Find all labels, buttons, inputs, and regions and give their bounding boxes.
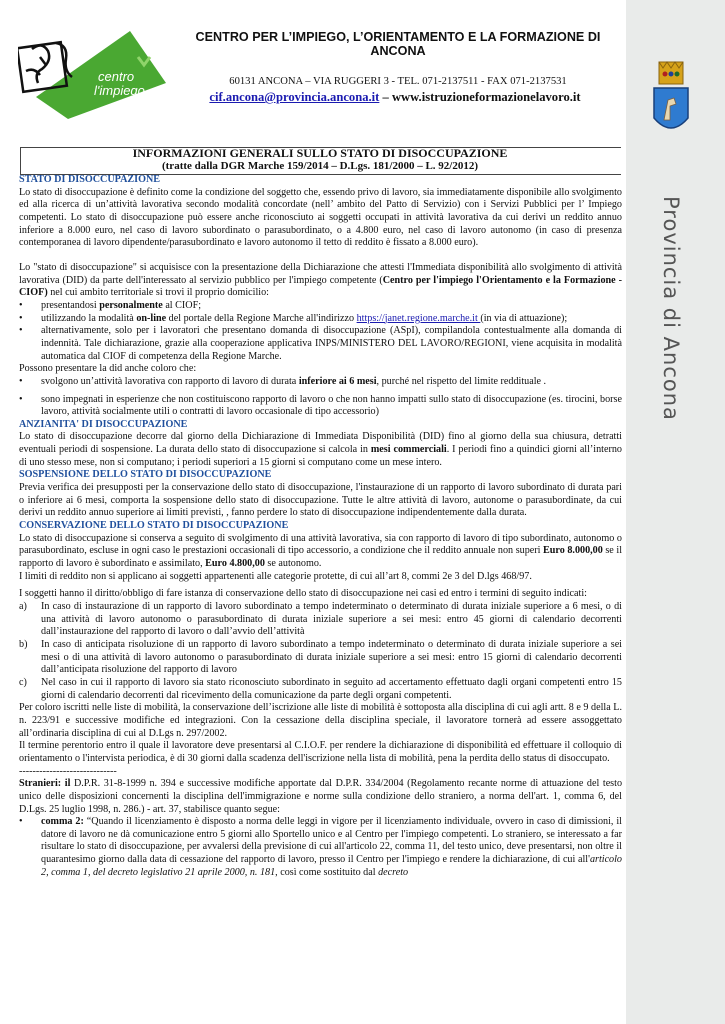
section-heading: STATO DI DISOCCUPAZIONE bbox=[19, 174, 161, 185]
paragraph: Lo stato di disoccupazione decorre dal giorno della Dichiarazione di Immediata Disponibilità (DID) fino al giorno della sua chiusura, detratti eventuali periodi di sospensione. La durata dello stato di disoccupazione si calcola in mesi commerciali. I periodi fino a quindici giorni all’interno di uno stesso mese, non si computano; i periodi superiori a 15 giorni si computano come un mese intero. bbox=[19, 431, 622, 468]
list-item: • comma 2: “Quando il licenziamento è disposto a norma delle leggi in vigore per il licenziamento individuale, ovvero in caso di dimissioni, il datore di lavoro ne dà comunicazione entro 5 giorni allo Sportello unico e al Centro per l'impiego competenti. Lo straniero, se interessato a far risultare lo stato di disoccupazione, per avvalersi della previsione di cui all'articolo 22, comma 11, del testo unico, deve presentarsi, non oltre il quarantesimo giorno dalla data di cessazione del rapporto di lavoro, presso il Centro per l'impiego e rendere la dichiarazione, di cui all'articolo 2, comma 1, del decreto legislativo 21 aprile 2000, n. 181, così come sostituito dal decreto bbox=[19, 816, 622, 879]
lettered-list bbox=[19, 601, 622, 702]
list-item: • alternativamente, solo per i lavoratori che presentano domanda di disoccupazione (ASpI), compilandola contestualmente alla domanda di indennità. Tale dichiarazione, grazie alla cooperazione applicativa INPS/MINISTERO DEL LAVORO/REGIONI, viene acquisita in modalità automatica dal CIOF di competenza della Regione Marche. bbox=[19, 325, 622, 363]
section-heading: ANZIANITA' DI DISOCCUPAZIONE bbox=[19, 418, 188, 430]
bullet-list bbox=[19, 816, 622, 879]
bullet-list bbox=[19, 376, 622, 419]
office-address: 60131 ANCONA – VIA RUGGERI 3 - TEL. 071-2137511 - FAX 071-2137531 bbox=[229, 76, 567, 87]
svg-text:l'impiego: l'impiego bbox=[94, 83, 145, 98]
list-item: b) In caso di anticipata risoluzione di un rapporto di lavoro subordinato a tempo indeterminato o determinato di durata iniziale superiore a sei mesi o di una attività di lavoro autonomo o parasubordinato di durata iniziale superiore a sei mesi: entro 15 giorni di calendario decorrenti dall’anticipata risoluzione del rapporto di lavoro bbox=[19, 638, 622, 676]
paragraph: Possono presentare la did anche coloro che: bbox=[19, 363, 197, 375]
list-item: a) In caso di instaurazione di un rapporto di lavoro subordinato a tempo indeterminato o determinato di durata iniziale superiore a 6 mesi, o di una attività di lavoro autonomo o parasubordinato di durata iniziale superiore a sei mesi: entro 45 giorni di calendario decorrenti dall’instaurazione del rapporto di lavoro o dall’avvio dell’attività bbox=[19, 601, 622, 638]
divider-line: ----------------------------- bbox=[19, 765, 117, 777]
sidebar-band bbox=[626, 0, 725, 1024]
crest-icon bbox=[648, 60, 694, 140]
paragraph: Previa verifica dei presupposti per la conservazione dello stato di disoccupazione, l'instaurazione di un rapporto di lavoro subordinato di durata pari o inferiore ai 6 mesi, comporta la sospensione dello stato di disoccupazione. Tutte le altre attività di lavoro, autonome o parasubordinate, da cui derivi un reddito annuo superiore ai limiti previsti, , fanno perdere lo stato di disoccupazione indipendentemente dalla durata. bbox=[19, 482, 622, 519]
section-heading: SOSPENSIONE DELLO STATO DI DISOCCUPAZIONE bbox=[19, 469, 272, 481]
paragraph: Il termine perentorio entro il quale il lavoratore deve presentarsi al C.I.O.F. per rendere la dichiarazione di disponibilità ed effettuare il colloquio di orientamento o l'intervista periodica, è di 30 giorni dalla scadenza dell'iscrizione nella lista di mobilità, pena la perdita dello status di disoccupato. bbox=[19, 740, 622, 764]
paragraph: Lo stato di disoccupazione è definito come la condizione del soggetto che, essendo privo di lavoro, sia immediatamente disponibile allo svolgimento ed alla ricerca di un’attività lavorativa secondo modalità concordate (nell’ ambito del Patto di Servizio) con i Servizi Pubblici per l’ Impiego competenti. Lo stato di disoccupazione può essere anche riconosciuto ai soggetti occupati in attività lavorativa da cui derivi un reddito annuo inferiore a 8.000 euro, nel caso di lavoro subordinato o parasubordinato, o a 4.800 euro, nel caso di lavoro autonomo (in caso di presenza contemporanea di lavoro dipendente/parasubordinato e lavoro autonomo il tetto di reddito è fissato a 8.000 euro). bbox=[19, 186, 622, 249]
paragraph: Lo "stato di disoccupazione" si acquisisce con la presentazione della Dichiarazione che attesti l'Immediata disponibilità allo svolgimento di attività lavorativa (DID) da parte dell'interessato al servizio pubblico per l'impiego competente (Centro per l'impiego l'Orientamento e la Formazione - CIOF) nel cui ambito territoriale si trovi il proprio domicilio: bbox=[19, 261, 622, 299]
janet-link[interactable]: https://janet.regione.marche.it bbox=[356, 312, 481, 324]
paragraph: I soggetti hanno il diritto/obbligo di fare istanza di conservazione dello stato di disoccupazione nei casi ed entro i termini di seguito indicati: bbox=[19, 588, 587, 600]
paragraph: Lo stato di disoccupazione si conserva a seguito di svolgimento di una attività lavorativa, sia con rapporto di lavoro di tipo subordinato, autonomo o parasubordinato, escluse in ogni caso le prestazioni occasionali di tipo accessorio, a condizione che il reddito annuale non superi Euro 8.000,00 se il rapporto di lavoro è subordinato e assimilato, Euro 4.800,00 se autonomo. bbox=[19, 532, 623, 570]
doc-subtitle: (tratte dalla DGR Marche 159/2014 – D.Lgs. 181/2000 – L. 92/2012) bbox=[161, 160, 479, 172]
list-item: c) Nel caso in cui il rapporto di lavoro sia stato riconosciuto subordinato in seguito ad accertamento effettuato dagli organi competenti entro 15 giorni di calendario decorrenti dal ricevimento della comunicazione da parte degli organi competenti. bbox=[19, 676, 622, 701]
list-item: • presentandosi personalmente al CIOF; bbox=[19, 300, 622, 313]
list-item: • svolgono un’attività lavorativa con rapporto di lavoro di durata inferiore ai 6 mesi, purché nel rispetto del limite reddituale . bbox=[19, 376, 622, 389]
office-title: CENTRO PER L’IMPIEGO, L’ORIENTAMENTO E LA FORMAZIONE DI ANCONA bbox=[195, 30, 601, 58]
bullet-list bbox=[19, 300, 622, 363]
sidebar-provincia-text: Provincia di Ancona bbox=[659, 196, 683, 421]
email-link[interactable]: cif.ancona@provincia.ancona.it bbox=[209, 90, 380, 104]
website-text[interactable]: www.istruzioneformazionelavoro.it bbox=[391, 90, 581, 104]
doc-title: INFORMAZIONI GENERALI SULLO STATO DI DISOCCUPAZIONE bbox=[132, 146, 508, 160]
list-item: • sono impegnati in esperienze che non costituiscono rapporto di lavoro o che non hanno impatti sullo stato di disoccupazione (es. tirocini, borse lavoro, attività socialmente utili o contratti di lavoro occasionale di tipo accessorio) bbox=[19, 394, 622, 419]
section-heading: CONSERVAZIONE DELLO STATO DI DISOCCUPAZIONE bbox=[19, 520, 289, 532]
document-body bbox=[19, 174, 622, 879]
contact-line: cif.ancona@provincia.ancona.it – www.istruzioneformazionelavoro.it bbox=[209, 90, 581, 104]
paragraph: Per coloro iscritti nelle liste di mobilità, la conservazione dell’iscrizione alle liste di mobilità è sottoposta alla disciplina di cui agli artt. 8 e 9 della L. n. 223/91 e successive modifiche ed integrazioni. Con la cessazione della disciplina speciale, il lavoratore tornerà ad essere assoggettato all’ordinaria disciplina di cui al D.Lgs n. 297/2002. bbox=[19, 702, 622, 739]
svg-text:centro: centro bbox=[98, 69, 135, 84]
centro-impiego-logo bbox=[18, 27, 168, 122]
paragraph: Stranieri: il D.P.R. 31-8-1999 n. 394 e successive modifiche apportate dal D.P.R. 334/2004 (Regolamento recante norme di attuazione del testo unico delle disposizioni concernenti la disciplina dell'immigrazione e norme sulla condizione dello straniero, a norma dell'art. 1, comma 6, del D.Lgs. 25 luglio 1998, n. 286.) - art. 37, stabilisce quanto segue: bbox=[19, 778, 622, 815]
list-item: • utilizzando la modalità on-line del portale della Regione Marche all'indirizzo https://janet.regione.marche.it (in via di attuazione); bbox=[19, 313, 622, 326]
paragraph: I limiti di reddito non si applicano ai soggetti appartenenti alle categorie protette, di cui all’art 8, commi 2e 3 del D.lgs 468/97. bbox=[19, 570, 532, 582]
